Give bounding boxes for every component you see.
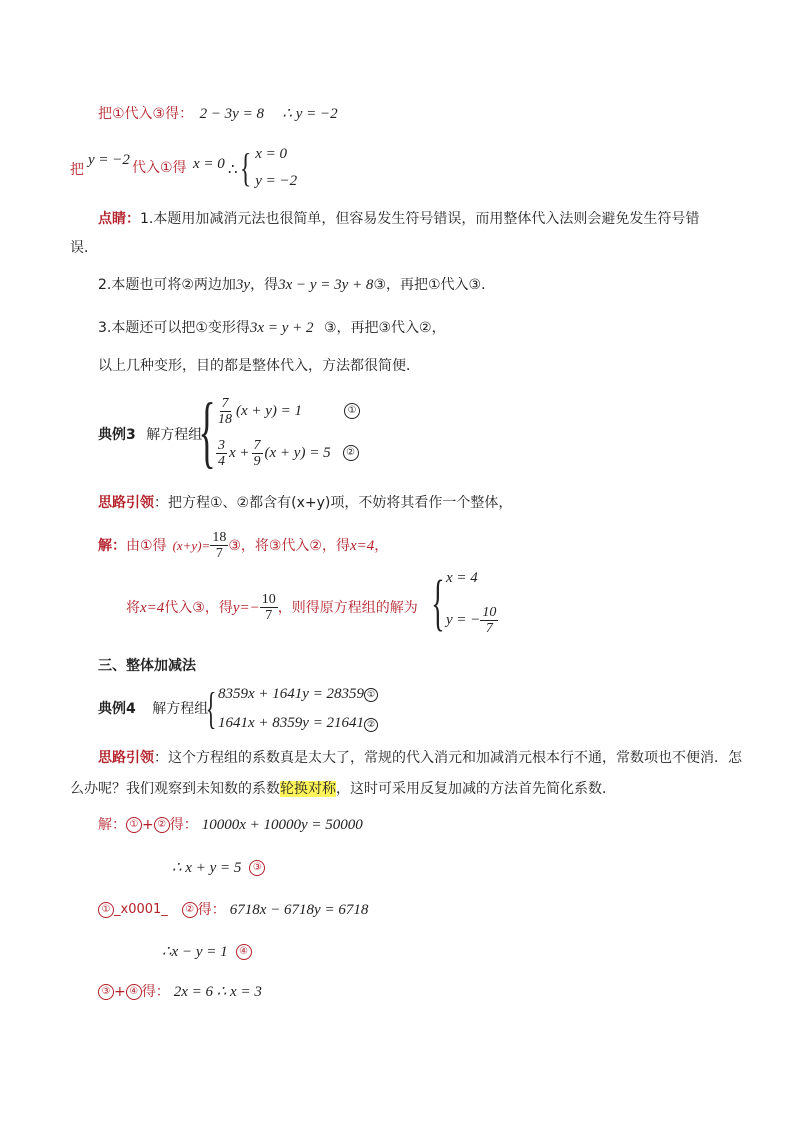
system-row-2: $\frac{3}{4}$ x + $\frac{7}{9}$ (x + y) = 5 ② bbox=[216, 438, 360, 469]
system-row-1: $\frac{7}{18}$ (x + y) = 1 ① bbox=[216, 396, 360, 427]
note2-text-e: ③，再把①代入③． bbox=[373, 277, 496, 293]
step-text: 得： bbox=[141, 984, 170, 1000]
equation-result: ∴ y = −2 bbox=[282, 106, 338, 122]
solution-value: x=4 bbox=[349, 537, 375, 554]
example-text: 解方程组 bbox=[146, 427, 203, 443]
solution-label: 解： bbox=[98, 537, 126, 554]
equation-system-3: { $\frac{7}{18}$ (x + y) = 1 ① $\frac{3}{4}$ x + $\frac{7}{9}$ (x + y) = 5 ② bbox=[200, 390, 360, 474]
note3-text-a: 3.本题还可以把①变形得 bbox=[98, 320, 250, 336]
example-label: 典例4 bbox=[98, 701, 136, 717]
solution-line-3b: 将 x=4 代入③，得 y=− $\frac{10}{7}$ ，则得原方程组的解为 bbox=[126, 592, 418, 623]
solution-text-f: 将 bbox=[126, 599, 140, 616]
circled-number-icon: ① bbox=[98, 902, 114, 918]
system-row-2: 1641x + 8359y = 21641 ② bbox=[218, 714, 378, 732]
equation-system-4: { 8359x + 1641y = 28359 ① 1641x + 8359y = 21641 ② bbox=[206, 686, 378, 732]
hint-text: ：把方程①、②都含有(x+y)项，不妨将其看作一个整体， bbox=[154, 495, 513, 511]
step-4-5 bbox=[98, 982, 262, 1002]
circled-number-icon: ③ bbox=[98, 984, 114, 1000]
equation: 6718x − 6718y = 6718 bbox=[229, 902, 369, 918]
circled-number-icon: ① bbox=[126, 817, 142, 833]
circled-number-icon: ④ bbox=[126, 984, 142, 1000]
equation: 10000x + 10000y = 50000 bbox=[201, 817, 363, 833]
solution-term: (x+y)= bbox=[172, 537, 211, 553]
circled-number-icon: ② bbox=[364, 718, 378, 732]
equation: 2x = 6 ∴ x = 3 bbox=[173, 984, 262, 1000]
step-4-1 bbox=[98, 815, 363, 835]
note2-term: 3y bbox=[235, 277, 251, 293]
system-eq-2: y = −2 bbox=[255, 173, 298, 189]
substitute-label: 把 bbox=[70, 162, 84, 178]
solution-text-j: ，则得原方程组的解为 bbox=[277, 599, 418, 616]
step-text-mid: _x0001_ bbox=[114, 902, 168, 917]
circled-number-icon: ② bbox=[343, 445, 359, 461]
circled-number-icon: ② bbox=[154, 817, 170, 833]
step-4-2 bbox=[172, 858, 265, 878]
step-4-4 bbox=[162, 942, 252, 962]
step-4-3 bbox=[98, 900, 368, 920]
circled-number-icon: ② bbox=[182, 902, 198, 918]
example-text: 解方程组 bbox=[152, 701, 209, 717]
note-line-3 bbox=[98, 318, 446, 338]
equation: ∴x − y = 1 bbox=[162, 944, 228, 960]
note-text: 1.本题用加减消元法也很简单，但容易发生符号错误，而用整体代入法则会避免发生符号错 bbox=[140, 211, 700, 227]
note-line-4: 以上几种变形，目的都是整体代入，方法都很简便． bbox=[98, 358, 420, 374]
hint-line-3 bbox=[98, 493, 512, 513]
note2-text-c: ，得 bbox=[250, 277, 279, 293]
hint-text-b: 么办呢？我们观察到未知数的系数 bbox=[70, 781, 280, 797]
hint-text: ：这个方程组的系数真是太大了，常规的代入消元和加减消元根本行不通，常数项也不便消．怎 bbox=[154, 750, 742, 766]
substitute-text bbox=[70, 160, 84, 180]
step-line-1 bbox=[98, 104, 338, 124]
system-eq-2: y = − $\frac{10}{7}$ bbox=[446, 605, 497, 636]
note2-text-a: 2.本题也可将②两边加 bbox=[98, 277, 236, 293]
hint-line-4b bbox=[70, 779, 616, 799]
circled-number-icon: ③ bbox=[249, 860, 265, 876]
system-row-1: 8359x + 1641y = 28359 ① bbox=[218, 686, 378, 703]
hint-label: 思路引领 bbox=[98, 750, 154, 766]
note-line-2 bbox=[98, 275, 495, 295]
solution-line-3: 解： 由①得 (x+y)= $\frac{18}{7}$ ③，将③代入②，得 x=4 ， bbox=[98, 530, 389, 561]
hint-label: 思路引领 bbox=[98, 495, 154, 511]
substitute-text-2: 代入①得 bbox=[132, 160, 187, 176]
circled-number-icon: ④ bbox=[236, 944, 252, 960]
section-title: 三、整体加减法 bbox=[98, 658, 196, 674]
note3-equation: 3x = y + 2 bbox=[249, 320, 314, 336]
hint-text-c: ，这时可采用反复加减的方法首先简化系数． bbox=[336, 781, 616, 797]
example-label: 典例3 bbox=[98, 427, 136, 443]
note-label: 点睛： bbox=[98, 211, 140, 227]
system-eq-1: x = 0 bbox=[255, 146, 287, 162]
step-text: 得： bbox=[169, 817, 198, 833]
step-text: 得： bbox=[197, 902, 226, 918]
solution-value-x: x=4 bbox=[140, 599, 165, 616]
solution-value-y: y=− bbox=[232, 599, 260, 616]
therefore-sign: ∴ bbox=[228, 162, 238, 178]
solution-text-a: 由①得 bbox=[126, 537, 167, 554]
equation: 2 − 3y = 8 bbox=[199, 106, 264, 122]
example-4-label bbox=[98, 699, 208, 719]
note3-text-c: ③，再把③代入②， bbox=[323, 320, 446, 336]
solution-comma: ， bbox=[374, 537, 389, 554]
x-result: x = 0 bbox=[193, 156, 225, 172]
substitute-value: y = −2 bbox=[88, 152, 130, 168]
equation: ∴ x + y = 5 bbox=[172, 860, 242, 876]
step-text: 把①代入③得： bbox=[98, 106, 194, 122]
solution-text-h: 代入③，得 bbox=[164, 599, 233, 616]
hint-line-4 bbox=[98, 748, 742, 768]
note-line-1b: 误． bbox=[70, 240, 98, 256]
note2-equation: 3x − y = 3y + 8 bbox=[278, 277, 374, 293]
plus-sign: + bbox=[114, 984, 126, 1000]
example-3-label bbox=[98, 425, 202, 445]
solution-label: 解： bbox=[98, 817, 126, 833]
circled-number-icon: ① bbox=[344, 403, 360, 419]
highlighted-text: 轮换对称 bbox=[280, 781, 336, 797]
plus-sign: + bbox=[142, 817, 154, 833]
system-eq-1: x = 4 bbox=[446, 570, 478, 586]
solution-system-1: { x = 0 y = −2 bbox=[239, 145, 298, 190]
note-line-1 bbox=[98, 209, 699, 229]
circled-number-icon: ① bbox=[364, 688, 378, 702]
solution-text-c: ③，将③代入②，得 bbox=[228, 537, 350, 554]
solution-system-3: { x = 4 y = − $\frac{10}{7}$ bbox=[431, 569, 497, 637]
